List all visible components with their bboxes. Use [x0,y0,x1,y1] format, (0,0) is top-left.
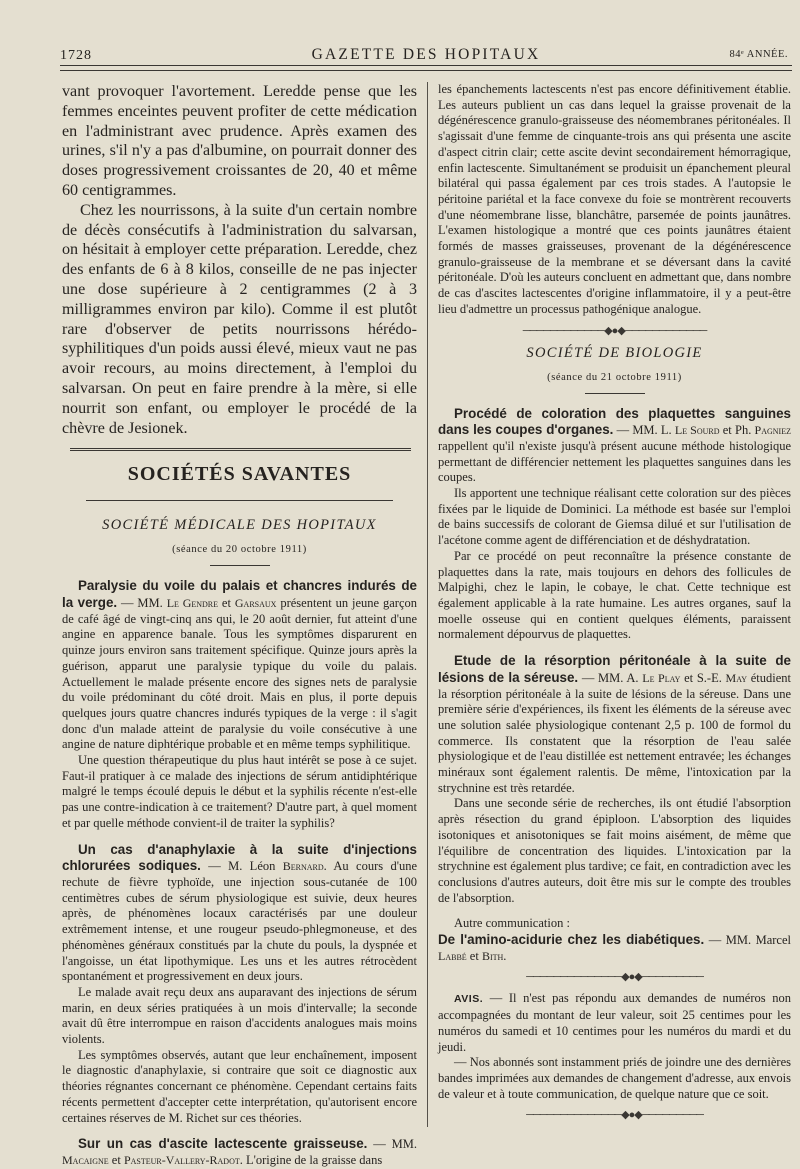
report-paragraph: Le malade avait reçu deux ans auparavant des injections de sérum marin, en deux séries pratiquées à un mois d'intervalle; la seconde avait dû être interrompue en raison d'accidents analogues mais moins violents. [62,984,417,1047]
ornament-divider: ──────────────◆●◆───────── [526,971,703,984]
author-name: Labbé [438,948,467,963]
left-column [62,82,417,1169]
report-paragraph: De l'amino-acidurie chez les diabétiques. — MM. Marcel Labbé et Bith. [438,932,792,963]
right-column [438,82,791,1129]
notice-label: AVIS. [454,993,484,1006]
report-paragraph: Les symptômes observés, autant que leur enchaînement, imposent le diagnostic d'anaphylaxie, si contraire que soit ce diagnostic aux théories régnantes concernant ce phénomène. Cependant certains faits récents permettent d'accepter cette interprétation, qu'autorisent encore certaines réserves de M. Richet sur ces théories. [62,1047,417,1125]
author-name: Bernard [282,859,324,874]
author-name: Pasteur-Vallery-Radot [123,1152,240,1167]
short-rule [585,393,645,394]
report-paragraph: Procédé de coloration des plaquettes sanguines dans les coupes d'organes. — MM. L. Le Sourd et Ph. Pagniez rappellent qu'il n'existe jusqu'à présent aucune méthode histologique permettant de différencier nettement les plaquettes sanguines dans les coupes. [438,405,791,485]
author-name: Le Gendre [166,596,219,611]
page-number: 1728 [60,48,92,63]
author-name: Garsaux [234,596,277,611]
lead-paragraph: vant provoquer l'avortement. Leredde pense que les femmes enceintes peuvent profiter de cette médication en l'administrant avec prudence. Après examen des urines, s'il n'y a pas d'albumine, on pourrait donner des doses progressivement croissantes de 20, 40 et même 60 centigrammes. [62,83,417,199]
page-header [60,43,792,63]
author-name: May [725,670,748,685]
year-label: 84ᵉ ANNÉE. [729,49,788,60]
author-name: Pagniez [754,423,791,438]
notice-paragraph: — Nos abonnés sont instamment priés de joindre une des dernières bandes imprimées aux demandes de changement d'adresse, aux envois de valeur et à toute communication, de quelque nature que ce soit. [438,1055,791,1101]
header-rule-double [60,70,792,71]
report-paragraph: Une question thérapeutique du plus haut intérêt se pose à ce sujet. Faut-il pratiquer à ce malade des injections de sérum antidiphtérique malgré le temps écoulé depuis le début et la syphilis récente n'est-elle pas une contre-indication à ce traitement? D'autre part, à quel moment et par quelle méthode convient-il de traiter la syphilis? [62,753,417,830]
report-paragraph: Un cas d'anaphylaxie à la suite d'injections chlorurées sodiques. — M. Léon Bernard. Au cours d'une rechute de fièvre typhoïde, une injection sous-cutanée de 100 centimètres cubes de sérum physiologique est suivie, deux heures après, de phénomènes locaux caractérisés par une douleur extrêmement intense, et une rougeur pseudo-phlegmoneuse, et des phénomènes généraux constitués par la chute du pouls, la dyspnée et l'angoisse, un état lipothymique. Les uns et les autres rétrocèdent spontanément et progressivement en deux jours. [62,841,417,984]
author-name: Le Sourd [674,423,720,438]
notice-paragraph: AVIS. — Il n'est pas répondu aux demandes de numéros non accompagnées du montant de leur valeur, soit 25 centimes pour les numéros du samedi et 10 centimes pour les numéros du mardi et du jeudi. [438,991,791,1054]
column-separator [427,82,428,1127]
report-paragraph: Paralysie du voile du palais et chancres indurés de la verge. — MM. Le Gendre et Garsaux présentent un jeune garçon de café âgé de vingt-cinq ans qui, le 20 août dernier, fut atteint d'une angine en apparence banale. Tous les symptômes disparurent en quinze jours environ sans traitement spécifique. Quinze jours après la guérison, apparut une paralysie typique du voile du palais. Actuellement le malade présente encore des signes nets de paralysie du voile prédominant du côté droit. Mais en plus, il porte depuis quelques jours quatre chancres indurés typiques de la verge : il s'agit donc d'un malade atteint de paralysie du voile consécutive à une angine de nature diphtérique probable et en même temps syphilitique. [62,578,418,752]
report-title: De l'amino-acidurie chez les diabétiques. [438,932,705,948]
report-title: Procédé de coloration des plaquettes sanguines dans les coupes d'organes. [438,405,791,438]
society-title: SOCIÉTÉ MÉDICALE DES HOPITAUX [102,517,377,534]
author-name: Bith [481,948,504,963]
report-title: Etude de la résorption péritonéale à la suite de lésions de la séreuse. [438,653,791,685]
report-title: Paralysie du voile du palais et chancres indurés de la verge. [62,578,417,611]
header-rule [60,65,792,66]
author-name: Le Play [642,670,681,685]
report-paragraph: Etude de la résorption péritonéale à la suite de lésions de la séreuse. — MM. A. Le Play et S.-E. May étudient la résorption péritonéale à la suite de lésions de la séreuse. Dans une première série d'expériences, ils fixent les éléments de la séreuse avec une solution salée physiologique contenant 2,5 p. 100 de formol du commerce. Ils constatent que la résorption de l'eau salée physiologique et de l'eau distillée est nettement entravée; les échanges minéraux sont également ralentis. De même, l'intoxication par la strychnine est très retardée. [438,653,791,795]
report-paragraph: Dans une seconde série de recherches, ils ont étudié l'absorption après résection du grand épiploon. L'absorption des liquides isotoniques et anisotoniques se fait moins aisément, de même que l'équilibre de concentration des liquides. L'intoxication par la strychnine est également plus tardive; ce fait, en contradiction avec les conclusions d'autres auteurs, doit être mis sur le compte des troubles de l'absorption. [438,796,791,905]
section-heading: SOCIÉTÉS SAVANTES [127,463,352,486]
ornament-divider: ──────────────◆●◆───────── [526,1109,703,1122]
report-paragraph: Sur un cas d'ascite lactescente graisseuse. — MM. Macaigne et Pasteur-Vallery-Radot. L'origine de la graisse dans [62,1136,417,1167]
author-name: Macaigne [62,1152,109,1167]
report-paragraph: Par ce procédé on peut reconnaître la présence constante de plaquettes dans la rate, mais toujours en dehors des follicules de Malpighi, chez le lapin, le cobaye, le chat. Cette technique est également applicable à la rate humaine. Les autres organes, sauf la moelle osseuse qui en contient quelques éléments, paraissent normalement dépourvus de plaquettes. [438,548,791,642]
short-rule [210,565,270,566]
society-title: SOCIÉTÉ DE BIOLOGIE [526,344,703,361]
section-divider [70,448,411,451]
report-paragraph: les épanchements lactescents n'est pas encore définitivement établie. Les auteurs publient un cas dans lequel la graisse provenait de la dégénérescence granulo-graisseuse des néomembranes péritonéales. Il s'agissait d'une femme de cinquante-trois ans qui présenta une ascite d'aspect citrin clair; cette ascite devint secondairement hémorragique, enfin lactescente. Simultanément se produisit un épanchement pleural bilatéral qui passa également par ces trois stades. A l'autopsie le péritoine pariétal et la face convexe du foie se montrèrent recouverts d'une néomembrane lisse, blanchâtre, parsemée de points jaunâtres. L'examen histologique a montré que ces points jaunâtres étaient formés de masses graisseuses, provenant de la dégénérescence granulo-graisseuse de la membrane et se déversant dans la cavité péritonéale. D'où les auteurs concluent en admettant que, dans nombre de cas d'ascites lactescentes d'origine inflammatoire, il y a peut-être lieu d'admettre un processus pathogénique analogue. [438,82,791,316]
other-communication-label: Autre communication : [454,916,570,931]
report-title: Un cas d'anaphylaxie à la suite d'injections chlorurées sodiques. [62,841,417,874]
session-date: (séance du 21 octobre 1911) [547,371,682,383]
journal-title: GAZETTE DES HOPITAUX [311,46,541,63]
session-date: (séance du 20 octobre 1911) [172,544,307,556]
heading-rule [86,500,393,501]
lead-paragraph: Chez les nourrissons, à la suite d'un certain nombre de décès consécutifs à l'administration du salvarsan, on hésitait à employer cette préparation. Leredde, chez des enfants de 6 à 8 kilos, conseille de ne pas injecter une dose supérieure à 2 centigrammes (2 à 3 milligrammes environ par kilo). Comme il est plutôt rare d'observer de petits nourrissons hérédo-syphilitiques d'un poids aussi élevé, mieux vaut ne pas avoir recours, au moins directement, à l'emploi du salvarsan. On peut en faire prendre à la mère, si elle nourrit son enfant, ou employer le procédé de la chèvre de Jesionek. [62,201,417,437]
report-title: Sur un cas d'ascite lactescente graisseuse. [78,1136,368,1152]
ornament-divider: ────────────◆●◆──────────── [522,324,707,337]
report-paragraph: Ils apportent une technique réalisant cette coloration sur des pièces fixées par le liquide de Dominici. La méthode est basée sur l'emploi de bains successifs de colorant de Giemsa dilué et sur l'utilisation de l'acétone comme agent de différenciation et de déshydratation. [438,486,791,548]
